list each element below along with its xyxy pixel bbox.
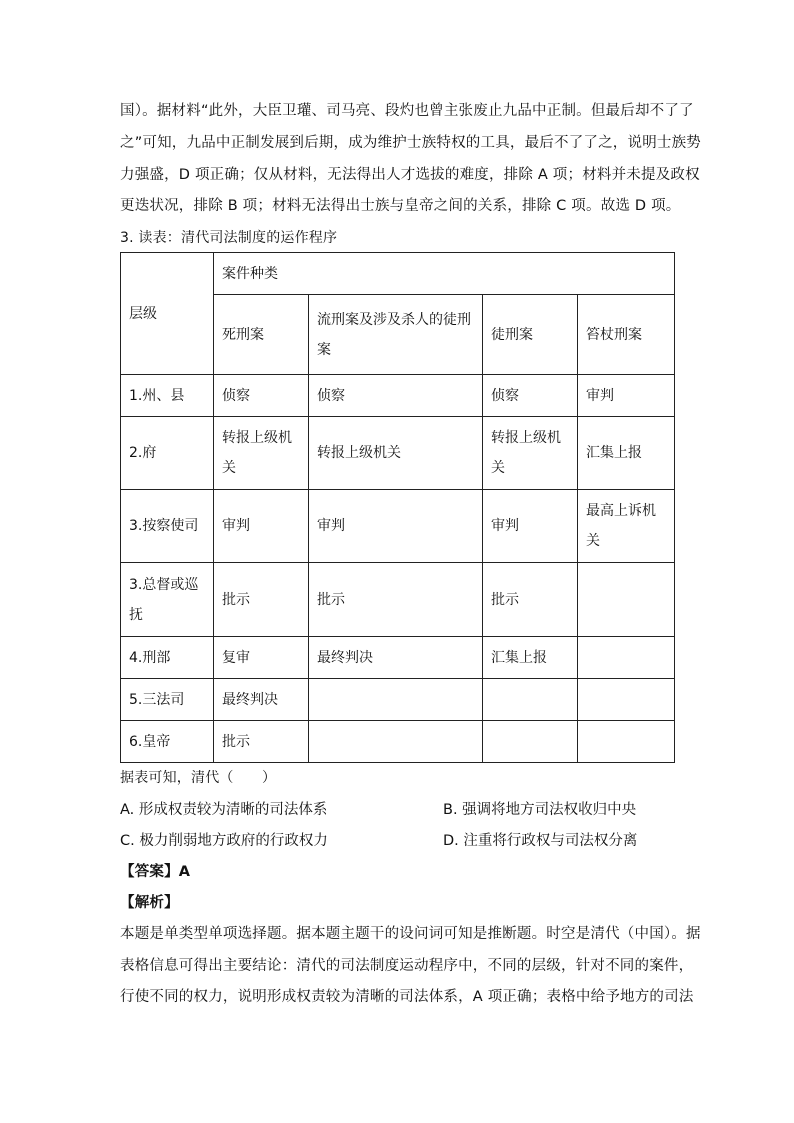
- level-cell: 6.皇帝: [121, 721, 214, 763]
- table-row: [121, 637, 675, 679]
- table-row: [121, 679, 675, 721]
- judicial-procedure-table: [120, 252, 675, 763]
- intro-line-3: 力强盛，D 项正确；仅从材料，无法得出人才选拔的难度，排除 A 项；材料并未提及政权: [120, 167, 700, 183]
- table-cell: 侦察: [309, 375, 483, 417]
- table-cell: 批示: [214, 721, 309, 763]
- intro-line-1: 国）。据材料“此外，大臣卫瓘、司马亮、段灼也曾主张废止九品中正制。但最后却不了了: [120, 103, 694, 119]
- level-cell: 1.州、县: [121, 375, 214, 417]
- question-title: 3. 读表：清代司法制度的运作程序: [120, 230, 338, 246]
- table-cell: [483, 679, 578, 721]
- table-cell: [578, 637, 675, 679]
- table-cell: 批示: [309, 563, 483, 637]
- table-cell: 批示: [483, 563, 578, 637]
- table-cell: 转报上级机关: [483, 417, 578, 490]
- table-cell: 转报上级机关: [309, 417, 483, 490]
- case-column-header: 笞杖刑案: [578, 295, 675, 375]
- intro-line-4: 更迭状况，排除 B 项；材料无法得出士族与皇帝之间的关系，排除 C 项。故选 D 项。: [120, 198, 681, 214]
- table-cell: 侦察: [483, 375, 578, 417]
- case-type-header-cell: 案件种类: [214, 253, 675, 295]
- table-cell: 审判: [309, 490, 483, 563]
- table-cell: [578, 679, 675, 721]
- level-cell: 2.府: [121, 417, 214, 490]
- table-cell: 审判: [578, 375, 675, 417]
- question-stem: 据表可知，清代（ ）: [120, 770, 277, 786]
- table-cell: [578, 563, 675, 637]
- table-row: [121, 417, 675, 490]
- case-column-header: 流刑案及涉及杀人的徒刑案: [309, 295, 483, 375]
- option-d: D. 注重将行政权与司法权分离: [443, 833, 638, 849]
- level-cell: 3.总督或巡抚: [121, 563, 214, 637]
- level-cell: 3.按察使司: [121, 490, 214, 563]
- table-cell: 审判: [214, 490, 309, 563]
- table-row: [121, 563, 675, 637]
- answer-label: 【答案】A: [120, 864, 191, 880]
- table-cell: 汇集上报: [578, 417, 675, 490]
- analysis-line-3: 行使不同的权力，说明形成权责较为清晰的司法体系，A 项正确；表格中给予地方的司法: [120, 989, 694, 1005]
- analysis-line-2: 表格信息可得出主要结论：清代的司法制度运动程序中，不同的层级，针对不同的案件，: [120, 958, 694, 974]
- option-a: A. 形成权责较为清晰的司法体系: [120, 802, 328, 818]
- table-cell: 侦察: [214, 375, 309, 417]
- option-b: B. 强调将地方司法权收归中央: [443, 802, 637, 818]
- table-cell: 最终判决: [309, 637, 483, 679]
- table-cell: 汇集上报: [483, 637, 578, 679]
- table-cell: [578, 721, 675, 763]
- table-row: [121, 490, 675, 563]
- table-cell: 最终判决: [214, 679, 309, 721]
- table-row: [121, 375, 675, 417]
- analysis-line-1: 本题是单类型单项选择题。据本题主题干的设问词可知是推断题。时空是清代（中国）。据: [120, 926, 701, 942]
- table-header-row-1: [121, 253, 675, 295]
- table-cell: 转报上级机关: [214, 417, 309, 490]
- case-column-header: 徒刑案: [483, 295, 578, 375]
- table-cell: 复审: [214, 637, 309, 679]
- table-cell: [483, 721, 578, 763]
- table-cell: 审判: [483, 490, 578, 563]
- table-cell: 最高上诉机关: [578, 490, 675, 563]
- intro-line-2: 之”可知，九品中正制发展到后期，成为维护士族特权的工具，最后不了了之，说明士族势: [120, 135, 702, 151]
- table-cell: [309, 721, 483, 763]
- table-cell: 批示: [214, 563, 309, 637]
- case-column-header: 死刑案: [214, 295, 309, 375]
- analysis-label: 【解析】: [120, 895, 179, 911]
- option-c: C. 极力削弱地方政府的行政权力: [120, 833, 328, 849]
- table-row: [121, 721, 675, 763]
- level-cell: 4.刑部: [121, 637, 214, 679]
- level-cell: 5.三法司: [121, 679, 214, 721]
- table-cell: [309, 679, 483, 721]
- level-header-cell: 层级: [121, 253, 214, 375]
